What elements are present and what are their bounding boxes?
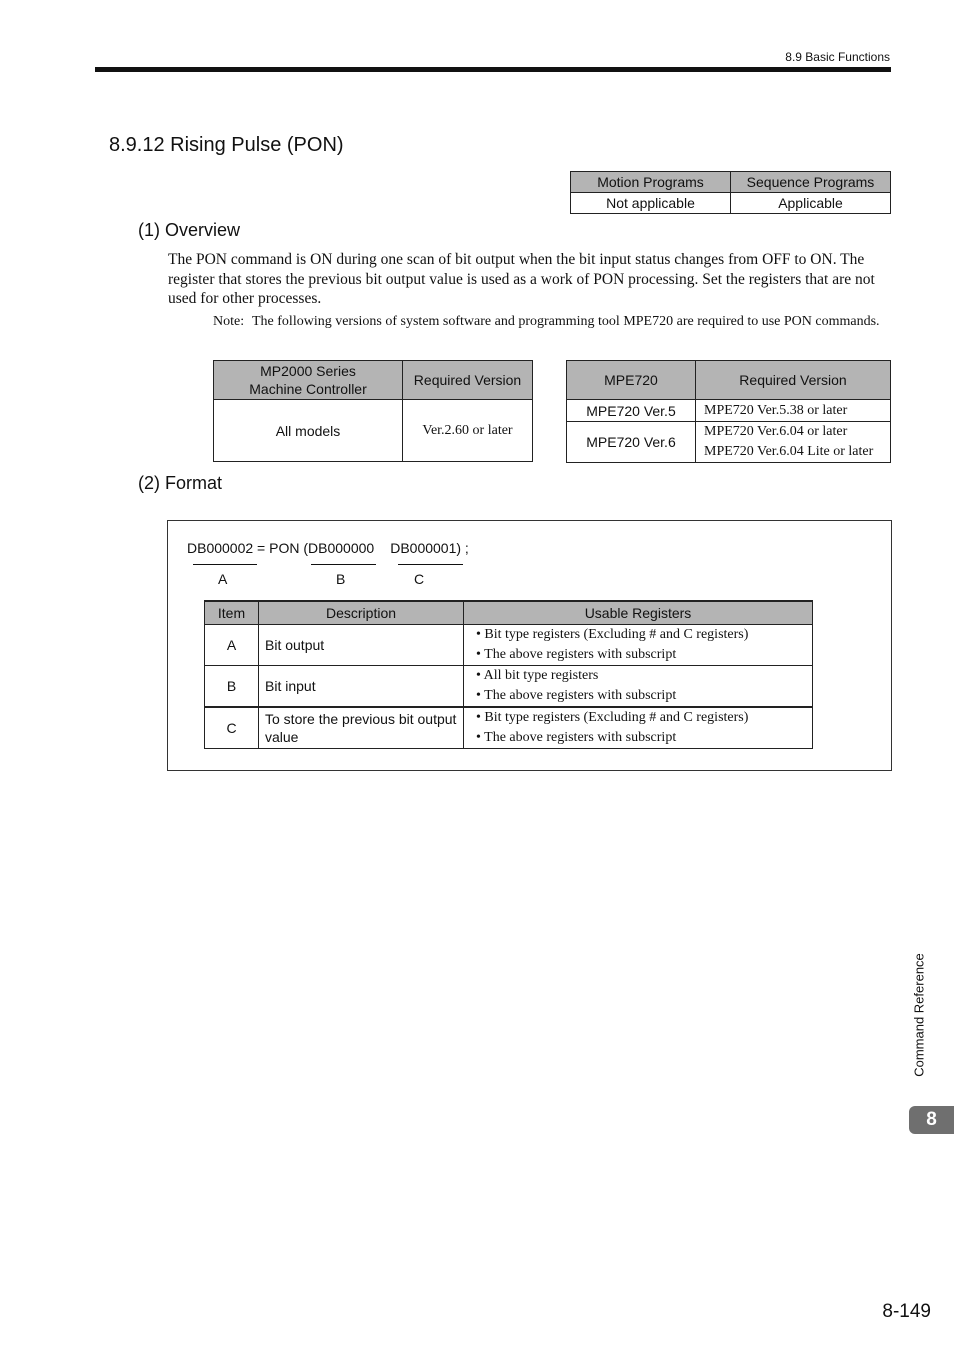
registers-cell	[464, 666, 813, 708]
side-chapter-label	[906, 945, 932, 1085]
register-line: • The above registers with subscript	[476, 730, 677, 745]
mp-version-cell: Ver.2.60 or later	[403, 400, 533, 462]
table-row	[205, 625, 813, 666]
side-label-text: Command Reference	[911, 953, 927, 1077]
expr-work: DB000001	[390, 540, 457, 556]
mp-header-line1: MP2000 Series	[260, 363, 356, 379]
mpe-version-ver5	[696, 400, 891, 422]
program-applicability-table	[570, 171, 891, 214]
overview-paragraph: The PON command is ON during one scan of bit output when the bit input status changes from OFF to ON. The register that stores the previous bit output value is used as a work of PON processing. Set the registers that are not used for other processes.	[168, 251, 875, 307]
expr-mid: = PON (	[253, 540, 309, 556]
registers-cell	[464, 625, 813, 666]
register-line: • The above registers with subscript	[476, 688, 677, 703]
registers-cell	[464, 707, 813, 749]
mp-model-cell: All models	[214, 400, 403, 462]
value-sequence-programs: Applicable	[731, 193, 891, 214]
version-line: MPE720 Ver.5.38 or later	[704, 402, 848, 418]
note-text: The following versions of system software and programming tool MPE720 are required to use PON commands.	[252, 314, 880, 329]
overview-heading: (1) Overview	[138, 220, 241, 240]
register-line: • Bit type registers (Excluding # and C registers)	[476, 627, 749, 642]
header-description: Description	[259, 601, 464, 625]
register-line: • The above registers with subscript	[476, 647, 677, 662]
register-line: • All bit type registers	[476, 668, 599, 683]
header-motion-programs: Motion Programs	[571, 172, 731, 193]
format-heading: (2) Format	[138, 473, 223, 493]
expr-end: ) ;	[456, 540, 469, 556]
mpe-tool-ver6: MPE720 Ver.6	[567, 422, 696, 463]
mp-header-version: Required Version	[403, 361, 533, 400]
value-motion-programs: Not applicable	[571, 193, 731, 214]
running-head: 8.9 Basic Functions	[785, 50, 890, 64]
letter-a: A	[218, 571, 228, 587]
header-usable-registers: Usable Registers	[464, 601, 813, 625]
page-number: 8-149	[882, 1301, 931, 1322]
item-cell: A	[205, 625, 259, 666]
description-cell: To store the previous bit output value	[259, 707, 464, 749]
version-line: MPE720 Ver.6.04 Lite or later	[704, 444, 874, 459]
mp-header-line2: Machine Controller	[249, 381, 367, 397]
mpe-header-tool: MPE720	[567, 361, 696, 400]
format-expression	[187, 540, 469, 556]
expr-dest: DB000002	[187, 540, 254, 556]
expr-src: DB000000	[308, 540, 375, 556]
version-note	[213, 312, 893, 332]
mp2000-version-table	[213, 360, 533, 462]
description-cell: Bit input	[259, 666, 464, 708]
letter-c: C	[414, 571, 425, 587]
underline-b	[311, 564, 376, 565]
section-title: 8.9.12 Rising Pulse (PON)	[109, 134, 344, 156]
header-rule	[95, 67, 891, 72]
underline-c	[398, 564, 463, 565]
note-label: Note:	[213, 314, 245, 329]
table-row	[205, 707, 813, 749]
description-cell: Bit output	[259, 625, 464, 666]
mpe-version-ver6	[696, 422, 891, 463]
item-cell: B	[205, 666, 259, 708]
letter-b: B	[336, 571, 346, 587]
item-cell: C	[205, 707, 259, 749]
mpe720-version-table	[566, 360, 891, 463]
operand-table	[204, 600, 813, 749]
version-line: MPE720 Ver.6.04 or later	[704, 424, 848, 439]
chapter-tab: 8	[909, 1106, 954, 1134]
underline-a	[193, 564, 257, 565]
mp-header-controller	[214, 361, 403, 400]
register-line: • Bit type registers (Excluding # and C registers)	[476, 710, 749, 725]
mpe-tool-ver5: MPE720 Ver.5	[567, 400, 696, 422]
table-row	[205, 666, 813, 708]
header-item: Item	[205, 601, 259, 625]
mpe-header-version: Required Version	[696, 361, 891, 400]
header-sequence-programs: Sequence Programs	[731, 172, 891, 193]
